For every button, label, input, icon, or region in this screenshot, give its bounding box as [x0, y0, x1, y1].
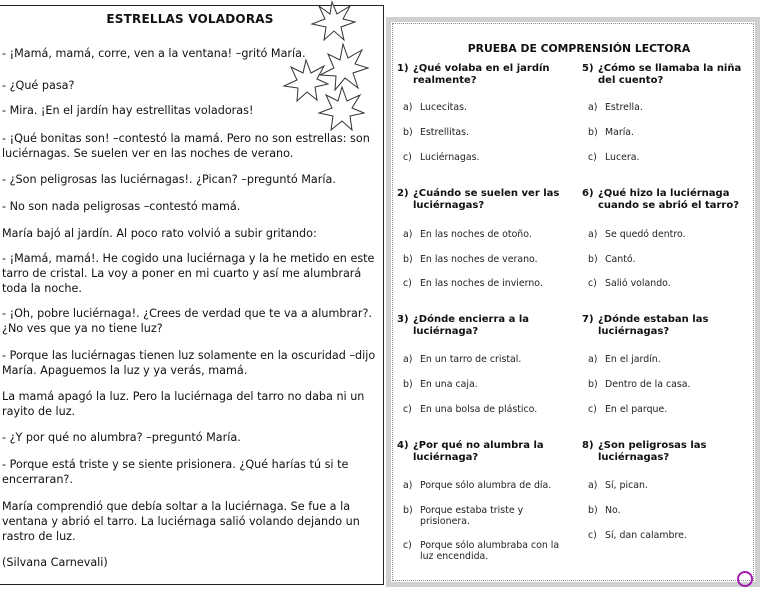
option-letter: c): [403, 540, 412, 551]
question-text: ¿Qué hizo la luciérnaga cuando se abrió el tarro?: [598, 188, 740, 211]
option-text: Salió volando.: [605, 278, 671, 289]
question-number: 8): [582, 440, 594, 451]
option-letter: b): [588, 127, 598, 138]
question-number: 2): [397, 188, 409, 199]
option-text: En una caja.: [420, 379, 478, 390]
question-number: 4): [397, 440, 409, 451]
question-number: 7): [582, 314, 594, 325]
option-text: En las noches de invierno.: [420, 278, 543, 289]
option-letter: b): [588, 505, 598, 516]
question-text: ¿Qué volaba en el jardín realmente?: [413, 63, 550, 86]
question-text: ¿Cómo se llamaba la niña del cuento?: [598, 63, 742, 86]
quiz-title: PRUEBA DE COMPRENSIÓN LECTORA: [467, 42, 691, 55]
star-outline-icon: [319, 87, 364, 130]
option-letter: b): [403, 127, 413, 138]
question-text: ¿Dónde encierra a la luciérnaga?: [413, 314, 530, 337]
question-number: 1): [397, 63, 409, 74]
option-letter: a): [403, 480, 413, 491]
option-text: Porque estaba triste y prisionera.: [420, 505, 524, 527]
circle-mark-icon: [737, 571, 753, 587]
story-paragraph: - No son nada peligrosas –contestó mamá.: [2, 200, 241, 213]
option-text: Estrellitas.: [420, 127, 469, 138]
option-text: Dentro de la casa.: [605, 379, 691, 390]
option-letter: a): [588, 354, 598, 365]
option-letter: c): [588, 152, 597, 163]
option-letter: a): [588, 102, 598, 113]
option-letter: a): [403, 354, 413, 365]
story-paragraph: - ¡Qué bonitas son! –contestó la mamá. Pero no son estrellas: son luciérnagas. Se suelen ver en las noches de verano.: [2, 132, 370, 160]
story-paragraph: - ¿Son peligrosas las luciérnagas!. ¿Pican? –preguntó María.: [2, 173, 336, 186]
option-letter: c): [588, 278, 597, 289]
story-paragraph: - ¡Mamá, mamá, corre, ven a la ventana! –gritó María.: [2, 47, 306, 60]
option-letter: a): [403, 102, 413, 113]
story-author: (Silvana Carnevali): [2, 556, 108, 569]
option-text: María.: [605, 127, 635, 138]
star-outline-icon: [284, 60, 328, 101]
option-text: En las noches de verano.: [420, 254, 538, 265]
option-letter: c): [403, 404, 412, 415]
star-outline-icon: [280, 0, 384, 132]
option-text: Estrella.: [605, 102, 643, 113]
story-paragraph: - ¡Mamá, mamá!. He cogido una luciérnaga y la he metido en este tarro de cristal. La voy a poner en mi cuarto y así me alumbrará toda la noche.: [2, 252, 375, 295]
option-text: Lucecitas.: [420, 102, 467, 113]
option-text: Sí, pican.: [605, 480, 648, 491]
story-title: ESTRELLAS VOLADORAS: [106, 12, 274, 26]
story-paragraph: - Mira. ¡En el jardín hay estrellitas voladoras!: [2, 104, 254, 117]
option-text: Cantó.: [605, 254, 636, 265]
option-letter: c): [403, 152, 412, 163]
option-letter: b): [403, 379, 413, 390]
option-letter: c): [588, 530, 597, 541]
option-text: En un tarro de cristal.: [420, 354, 522, 365]
question-text: ¿Dónde estaban las luciérnagas?: [598, 314, 709, 337]
story-paragraph: - Porque las luciérnagas tienen luz solamente en la oscuridad –dijo María. Apaguemos la luz y ya verás, mamá.: [2, 349, 376, 377]
question-number: 6): [582, 188, 594, 199]
option-letter: a): [588, 480, 598, 491]
option-letter: b): [403, 505, 413, 516]
option-text: En el jardín.: [605, 354, 661, 365]
question-number: 3): [397, 314, 409, 325]
option-text: En las noches de otoño.: [420, 229, 532, 240]
story-paragraph: - Porque está triste y se siente prisionera. ¿Qué harías tú si te encerraran?.: [2, 458, 349, 486]
story-paragraph: María comprendió que debía soltar a la luciérnaga. Se fue a la ventana y abrió el tarro. La luciérnaga salió volando dejando un rastro de luz.: [2, 500, 360, 543]
star-outline-icon: [312, 2, 355, 40]
story-paragraph: - ¿Qué pasa?: [2, 79, 75, 92]
question-number: 5): [582, 63, 594, 74]
option-text: No.: [605, 505, 621, 516]
option-letter: c): [403, 278, 412, 289]
question-text: ¿Son peligrosas las luciérnagas?: [598, 440, 707, 463]
option-text: En una bolsa de plástico.: [420, 404, 538, 415]
option-text: Se quedó dentro.: [605, 229, 686, 240]
option-text: Porque sólo alumbra de día.: [420, 480, 552, 491]
option-letter: b): [588, 254, 598, 265]
story-paragraph: - ¿Y por qué no alumbra? –preguntó María.: [2, 431, 241, 444]
story-paragraph: - ¡Oh, pobre luciérnaga!. ¿Crees de verdad que te va a alumbrar?. ¿No ves que ya no tiene luz?: [2, 307, 372, 335]
option-letter: c): [588, 404, 597, 415]
option-letter: a): [588, 229, 598, 240]
question-text: ¿Cuándo se suelen ver las luciérnagas?: [413, 188, 560, 211]
option-text: Sí, dan calambre.: [605, 530, 687, 541]
option-text: Lucera.: [605, 152, 640, 163]
story-paragraph: María bajó al jardín. Al poco rato volvió a subir gritando:: [2, 227, 317, 240]
question-text: ¿Por qué no alumbra la luciérnaga?: [413, 440, 544, 463]
option-letter: b): [403, 254, 413, 265]
option-text: Luciérnagas.: [420, 152, 480, 163]
option-text: Porque sólo alumbraba con la luz encendida.: [420, 540, 560, 562]
option-letter: a): [403, 229, 413, 240]
option-text: En el parque.: [605, 404, 668, 415]
option-letter: b): [588, 379, 598, 390]
story-paragraph: La mamá apagó la luz. Pero la luciérnaga del tarro no daba ni un rayito de luz.: [2, 390, 365, 418]
